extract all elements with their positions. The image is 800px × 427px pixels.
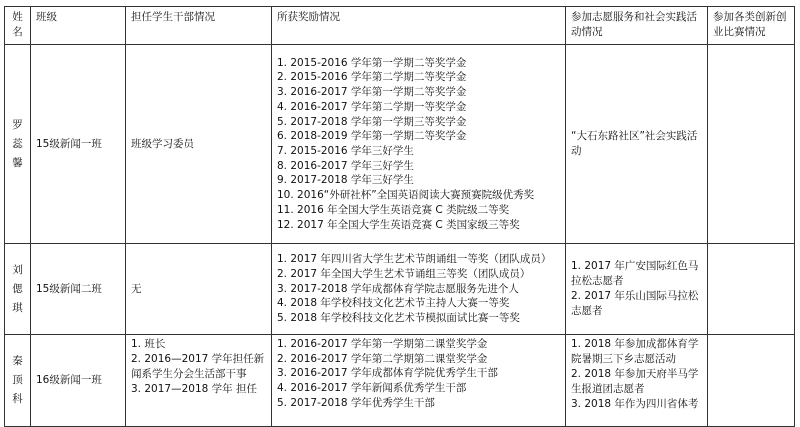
- header-name-char: 名: [12, 25, 23, 38]
- award-item: 11. 2016 年全国大学生英语竞赛 C 类院级二等奖: [277, 203, 510, 216]
- student-cadre: [126, 244, 272, 335]
- name-char: 馨: [12, 156, 23, 169]
- volunteer-item: 2. 2018 年参加天府半马学生报道团志愿者: [571, 368, 699, 395]
- header-competition-text: 参加各类创新创业比赛情况: [713, 11, 787, 38]
- header-class: 班级: [31, 7, 126, 45]
- name-char: 蕊: [12, 137, 23, 150]
- student-awards: [272, 45, 566, 244]
- award-item: 5. 2018 年学校科技文化艺术节模拟面试比赛一等奖: [277, 312, 520, 325]
- header-row: [5, 7, 795, 45]
- student-competition: [708, 335, 795, 427]
- header-name: [5, 7, 31, 45]
- volunteer-item: 1. 2018 年参加成都体育学院暑期三下乡志愿活动: [571, 338, 699, 365]
- award-item: 2. 2016-2017 学年第二学期第二课堂奖学金: [277, 352, 488, 365]
- header-volunteer-text: 参加志愿服务和社会实践活动情况: [571, 11, 697, 38]
- award-item: 4. 2016-2017 学年新闻系优秀学生干部: [277, 382, 467, 395]
- award-item: 2. 2017 年全国大学生艺术节诵组三等奖（团队成员）: [277, 267, 531, 280]
- award-item: 7. 2015-2016 学年三好学生: [277, 145, 414, 157]
- award-item: 1. 2016-2017 学年第一学期第二课堂奖学金: [277, 338, 488, 350]
- award-item: 5. 2017-2018 学年第一学期三等奖学金: [277, 115, 467, 128]
- award-item: 12. 2017 年全国大学生英语竞赛 C 类国家级三等奖: [277, 218, 520, 231]
- name-char: 偲: [12, 282, 23, 295]
- student-class: 15级新闻一班: [31, 45, 126, 244]
- student-competition: [708, 244, 795, 335]
- student-awards: [272, 335, 566, 427]
- award-item: 5. 2017-2018 学年优秀学生干部: [277, 396, 435, 409]
- student-class: 16级新闻一班: [31, 335, 126, 427]
- header-name-char: 姓: [12, 11, 23, 23]
- name-char: 秦: [12, 355, 23, 367]
- award-item: 1. 2015-2016 学年第一学期二等奖学金: [277, 56, 467, 69]
- award-item: 9. 2017-2018 学年三好学生: [277, 174, 414, 187]
- cadre-item: 2. 2016—2017 学年担任新闻系学生分会生活部干事: [131, 353, 265, 380]
- award-item: 3. 2017-2018 学年成都体育学院志愿服务先进个人: [277, 282, 519, 295]
- student-volunteer: [566, 45, 708, 244]
- header-awards: 所获奖励情况: [272, 7, 566, 45]
- name-char: 琪: [12, 301, 23, 314]
- name-char: 科: [12, 393, 23, 405]
- table-row: [5, 335, 795, 427]
- volunteer-item: 3. 2018 年作为四川省体考: [571, 398, 699, 410]
- cadre-item: 班级学习委员: [131, 137, 194, 150]
- table-row: [5, 244, 795, 335]
- award-item: 10. 2016“外研社杯”全国英语阅读大赛预赛院级优秀奖: [277, 189, 535, 202]
- student-record-table: [4, 6, 795, 427]
- award-item: 3. 2016-2017 学年第一学期二等奖学金: [277, 86, 467, 99]
- student-cadre: [126, 45, 272, 244]
- student-volunteer: [566, 335, 708, 427]
- student-name: [5, 45, 31, 244]
- award-item: 4. 2018 年学校科技文化艺术节主持人大赛一等奖: [277, 297, 510, 310]
- award-item: 4. 2016-2017 学年第二学期一等奖学金: [277, 100, 467, 113]
- cadre-item: 无: [131, 282, 142, 295]
- cadre-item: 1. 班长: [131, 338, 166, 350]
- student-name: [5, 335, 31, 427]
- student-volunteer: [566, 244, 708, 335]
- award-item: 1. 2017 年四川省大学生艺术节朗诵组一等奖（团队成员）: [277, 253, 552, 266]
- name-char: 刘: [12, 263, 23, 276]
- award-item: 6. 2018-2019 学年第一学期二等奖学金: [277, 130, 467, 143]
- cadre-item: 3. 2017—2018 学年 担任: [131, 383, 257, 395]
- name-char: 顶: [12, 374, 23, 386]
- award-item: 8. 2016-2017 学年三好学生: [277, 159, 414, 172]
- student-name: [5, 244, 31, 335]
- student-cadre: [126, 335, 272, 427]
- volunteer-item: “大石东路社区”社会实践活动: [571, 130, 698, 157]
- volunteer-item: 2. 2017 年乐山国际马拉松志愿者: [571, 290, 699, 317]
- name-char: 罗: [12, 118, 23, 131]
- student-competition: [708, 45, 795, 244]
- volunteer-item: 1. 2017 年广安国际红色马拉松志愿者: [571, 260, 699, 287]
- award-item: 3. 2016-2017 学年成都体育学院优秀学生干部: [277, 367, 498, 380]
- header-cadre: 担任学生干部情况: [126, 7, 272, 45]
- header-competition: [708, 7, 795, 45]
- header-volunteer: [566, 7, 708, 45]
- student-awards: [272, 244, 566, 335]
- award-item: 2. 2015-2016 学年第二学期二等奖学金: [277, 71, 467, 84]
- student-class: 15级新闻二班: [31, 244, 126, 335]
- table-row: [5, 45, 795, 244]
